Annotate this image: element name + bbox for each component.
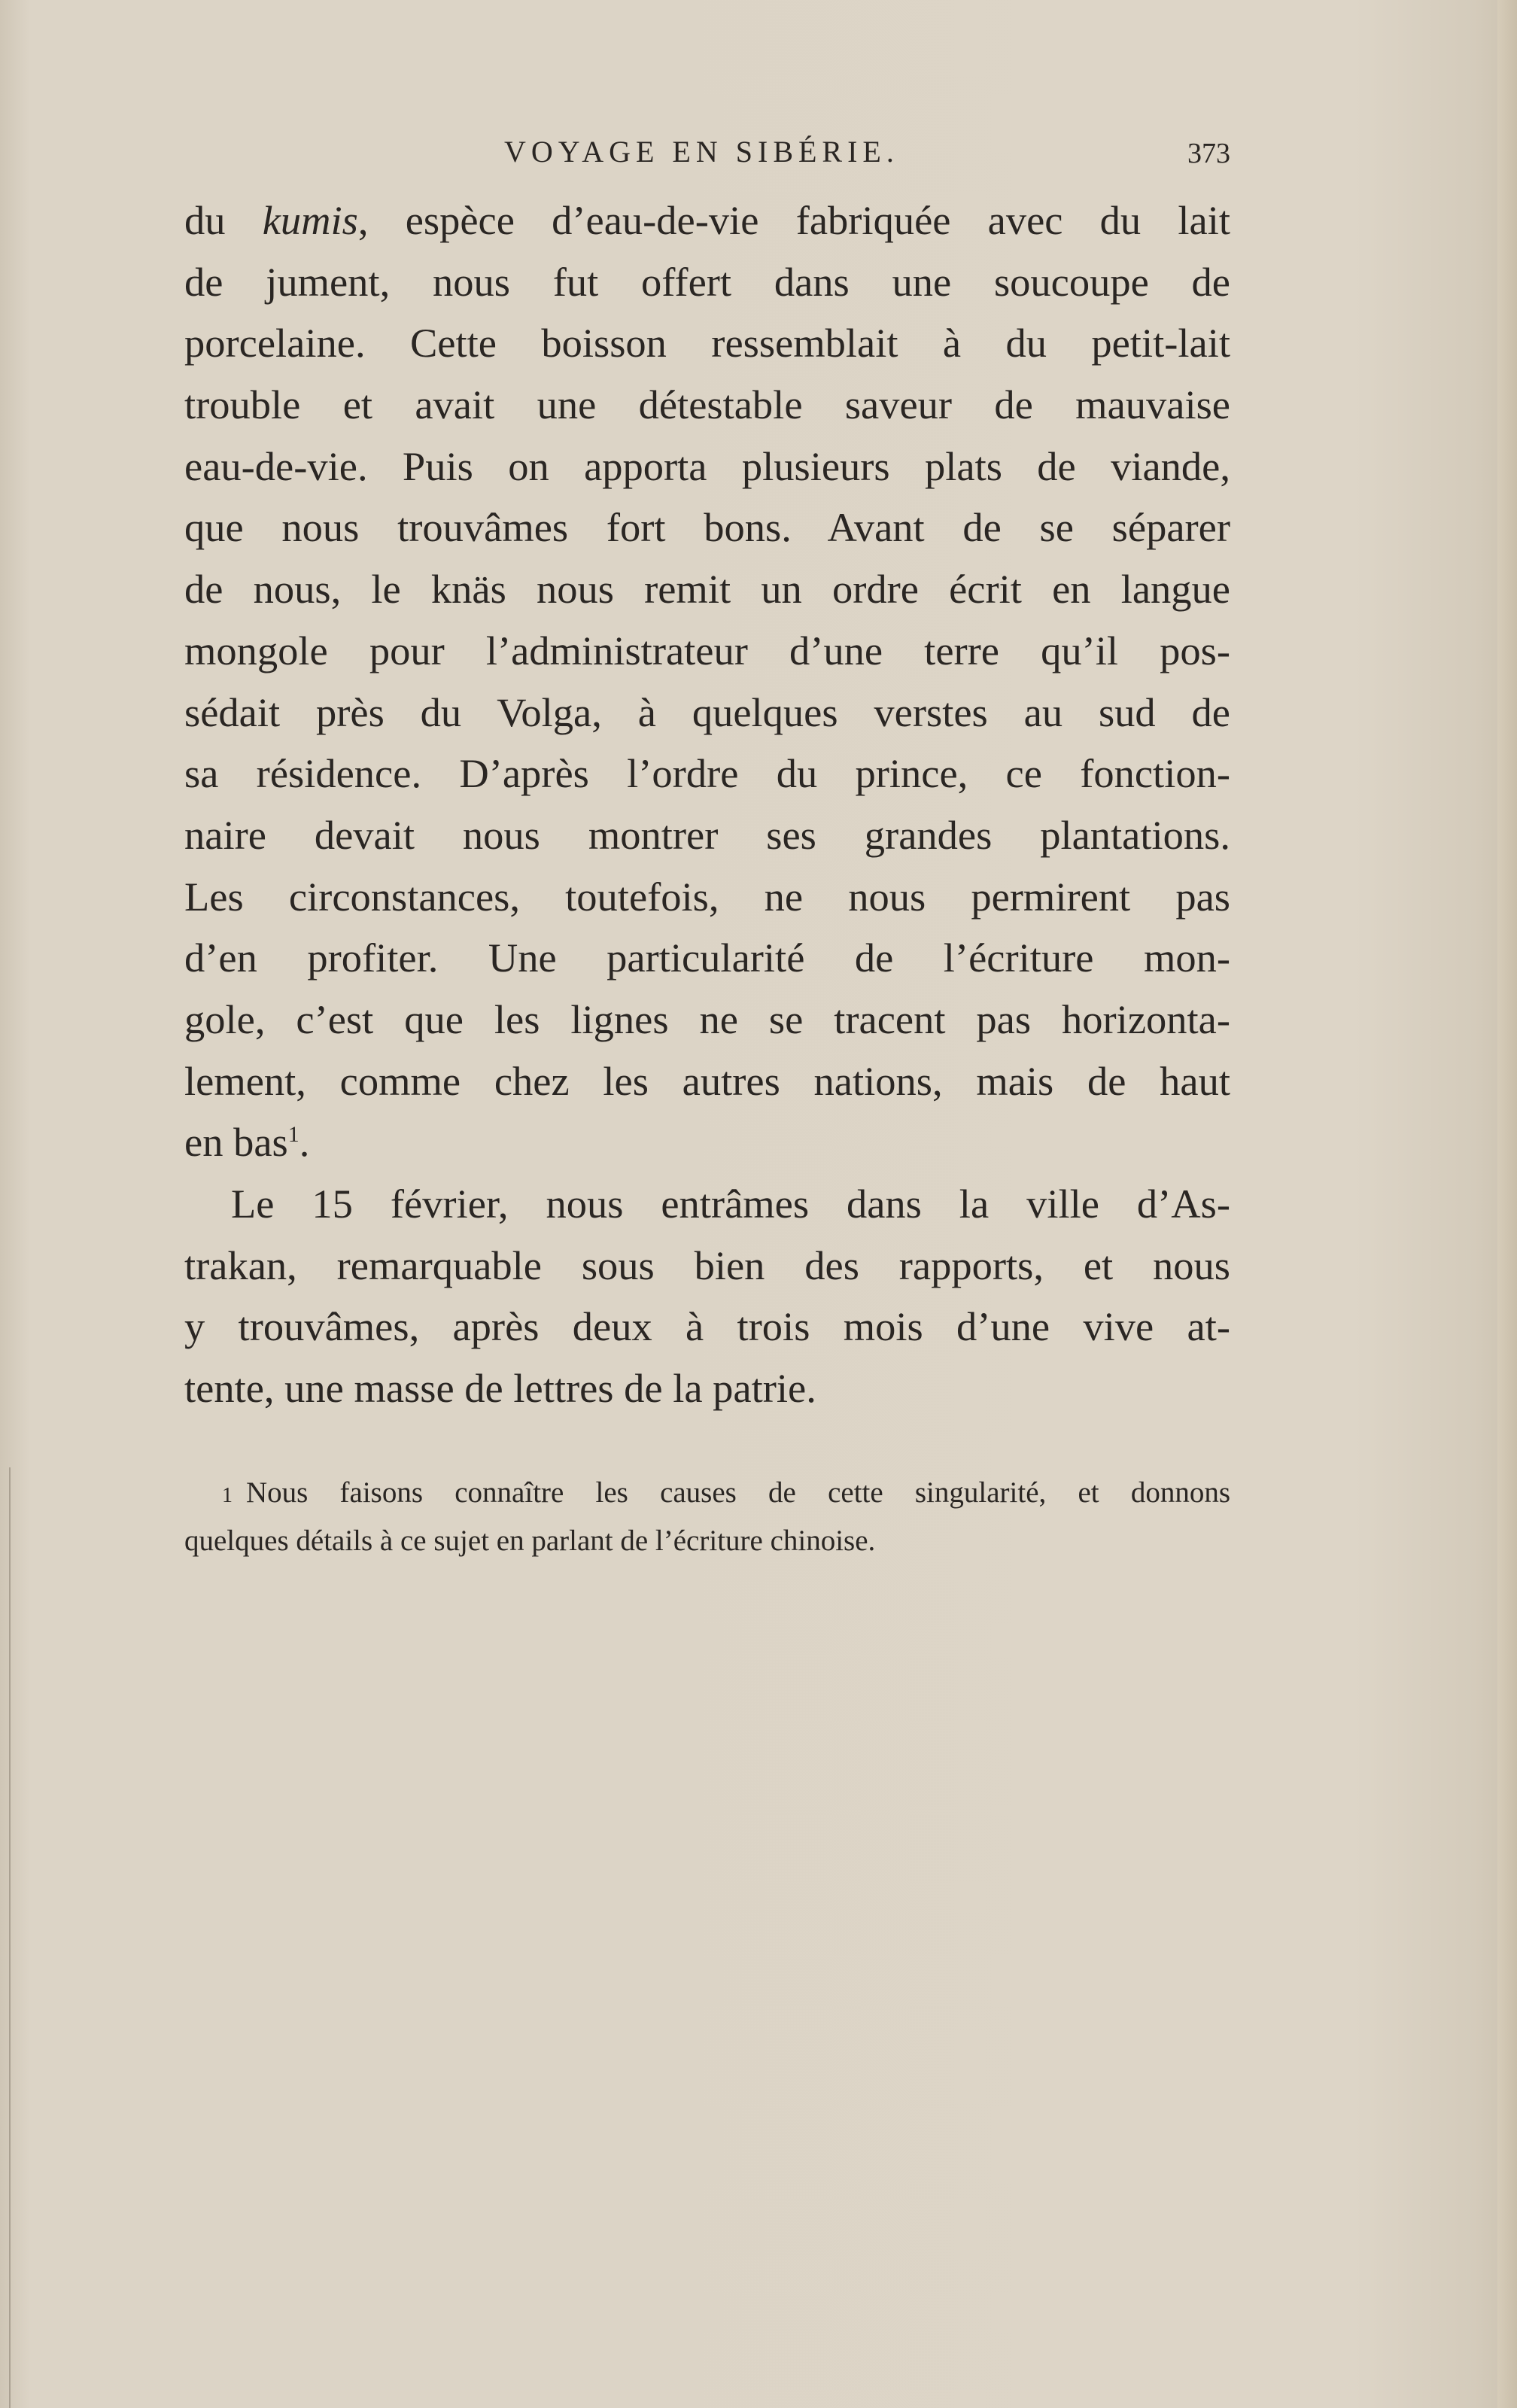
text-line: lement, comme chez les autres nations, mais de haut — [184, 1057, 1230, 1104]
page-header — [184, 126, 1230, 179]
italic-term: kumis — [262, 197, 358, 243]
text-line: trakan, remarquable sous bien des rapports, et nous — [184, 1242, 1230, 1288]
running-title: VOYAGE EN SIBÉRIE. — [504, 135, 899, 169]
text-line: mongole pour l’administrateur d’une terre qu’il pos- — [184, 627, 1230, 673]
text-line: tente, une masse de lettres de la patrie. — [184, 1365, 816, 1412]
footnote-reference[interactable]: 1 — [287, 1122, 299, 1148]
text-line: Le 15 février, nous entrâmes dans la ville d’As- — [231, 1181, 1230, 1227]
main-text — [184, 190, 1230, 1419]
text-line: y trouvâmes, après deux à trois mois d’une vive at- — [184, 1303, 1230, 1350]
text-line: trouble et avait une détestable saveur de mauvaise — [184, 382, 1230, 428]
text-line: du kumis, espèce d’eau-de-vie fabriquée avec du lait — [184, 197, 1230, 243]
text-line: d’en profiter. Une particularité de l’écriture mon- — [184, 935, 1230, 981]
footnote-line: $^1$ Nous faisons connaître les causes de cette singularité, et donnons — [222, 1476, 1230, 1509]
text-line: eau-de-vie. Puis on apporta plusieurs plats de viande, — [184, 442, 1230, 489]
text-line: naire devait nous montrer ses grandes plantations. — [184, 811, 1230, 858]
text-line: gole, c’est que les lignes ne se tracent pas horizonta- — [184, 996, 1230, 1042]
page-number: 373 — [1187, 138, 1230, 169]
footnote-line: quelques détails à ce sujet en parlant de l’écriture chinoise. — [184, 1525, 876, 1557]
page-gutter-shadow — [9, 1467, 11, 2408]
text-line: Les circonstances, toutefois, ne nous permirent pas — [184, 873, 1230, 920]
text-line: sa résidence. D’après l’ordre du prince, ce fonction- — [184, 750, 1230, 797]
page-edge — [1497, 0, 1517, 2408]
text-line: en bas$^1$. — [184, 1119, 310, 1166]
footnote-marker: 1 — [222, 1484, 233, 1507]
text-line: porcelaine. Cette boisson ressemblait à du petit-lait — [184, 320, 1230, 366]
text-line: de jument, nous fut offert dans une soucoupe de — [184, 258, 1230, 305]
text-line: que nous trouvâmes fort bons. Avant de se séparer — [184, 504, 1230, 551]
footnote — [184, 1469, 1230, 1565]
text-line: de nous, le knäs nous remit un ordre écrit en langue — [184, 566, 1230, 613]
text-line: sédait près du Volga, à quelques verstes au sud de — [184, 689, 1230, 735]
